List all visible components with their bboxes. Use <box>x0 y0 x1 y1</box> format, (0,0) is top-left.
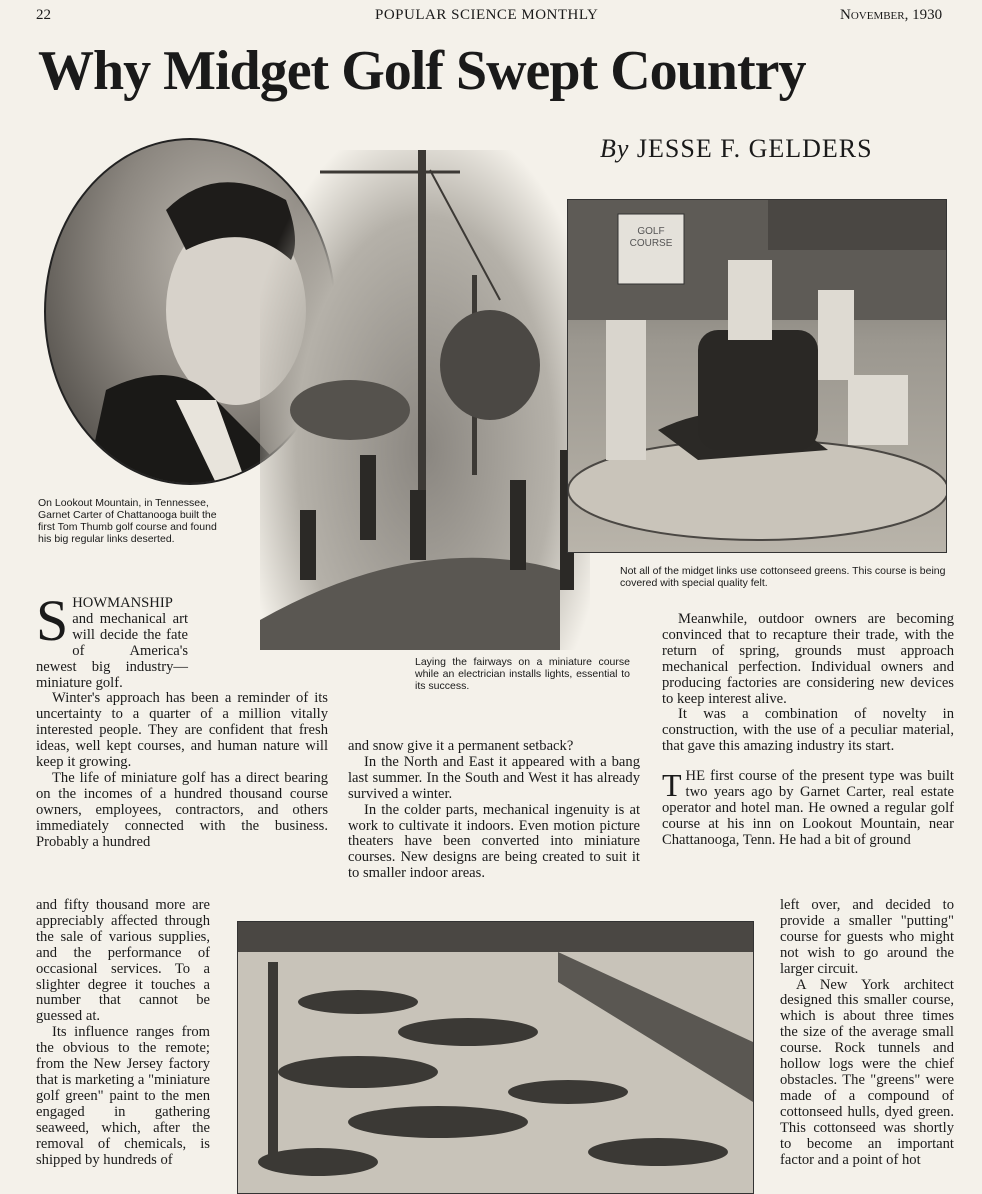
byline-prefix: By <box>600 134 630 163</box>
drop-cap: S <box>36 588 69 653</box>
paragraph-architect: A New York architect designed this smaller course, which is about three times the size of the average small course. Rock tunnels and hollow logs were the chief obstacles. The "greens" were made of a compound of cottonseed hulls, dyed green. This cottonseed was shortly to become an important factor and a point of hot <box>780 976 954 1168</box>
felt-scene <box>568 200 946 552</box>
byline <box>600 134 873 164</box>
paragraph-combination: It was a combination of novelty in construction, with the use of a peculiar material, that gave this amazing industry its start. <box>662 706 954 755</box>
paragraph-setback: and snow give it a permanent setback? <box>348 738 574 754</box>
paragraph-first-course-continued: left over, and decided to provide a smaller "putting" course for guests who might not wish to go around the larger circuit. <box>780 897 954 977</box>
first-course-text: HE first course of the present type was built two years ago by Garnet Carter, real estate operator and hotel man. He owned a regular golf course at his inn on Lookout Mountain, near Chattanooga, Tenn. He had a bit of ground <box>662 768 954 848</box>
article-column-left <box>36 588 328 851</box>
article-column-left-narrow <box>36 898 210 1168</box>
aerial-course-scene <box>238 922 753 1193</box>
portrait-caption: On Lookout Mountain, in Tennessee, Garnet Carter of Chattanooga built the first Tom Thumb golf course and found his big regular links deserted. <box>38 497 217 545</box>
paragraph-life: The life of miniature golf has a direct bearing on the incomes of a hundred thousand course owners, employees, contractors, and others immediately connected with the business. Probably a hundred <box>36 769 328 850</box>
paragraph-first-course <box>662 769 954 849</box>
page-number: 22 <box>36 7 51 23</box>
fairway-photo <box>260 150 590 650</box>
drop-cap-t: T <box>662 767 682 804</box>
fairway-scene <box>260 150 590 650</box>
article-column-right <box>662 612 954 849</box>
paragraph-north-east: In the North and East it appeared with a bang last summer. In the South and West it has already survived a winter. <box>348 753 640 802</box>
golf-course-sign: GOLF COURSE <box>629 226 673 249</box>
article-column-middle <box>348 739 640 882</box>
paragraph-influence: Its influence ranges from the obvious to the remote; from the New Jersey factory that is marketing a "miniature golf green" paint to the men engaged in gathering seaweed, which, after the removal of chemicals, is shipped by hundreds of <box>36 1024 210 1168</box>
paragraph-winter: Winter's approach has been a reminder of its uncertainty to a quarter of a million vitally interested people. They are confident that fresh ideas, well kept courses, and human nature will keep it growing. <box>36 690 328 771</box>
felt-caption: Not all of the midget links use cottonseed greens. This course is being covered with special quality felt. <box>620 565 946 589</box>
aerial-course-photo <box>237 921 754 1194</box>
issue-date: November, 1930 <box>840 7 943 23</box>
fairway-caption: Laying the fairways on a miniature course while an electrician installs lights, essential to its success. <box>415 656 630 692</box>
article-column-right-narrow <box>780 898 954 1168</box>
magazine-name: POPULAR SCIENCE MONTHLY <box>375 7 599 23</box>
paragraph-meanwhile: Meanwhile, outdoor owners are becoming convinced that to recapture their trade, with the return of spring, grounds must approach mechanical perfection. Individual owners and producing factories are considering new devices to keep interest alive. <box>662 611 954 707</box>
article-title: Why Midget Golf Swept Country <box>38 40 806 102</box>
intro-text: HOWMANSHIP and mechanical art will decide the fate of America's newest big industry—miniature golf. <box>36 595 188 691</box>
paragraph-colder-parts: In the colder parts, mechanical ingenuity is at work to cultivate it indoors. Even motion picture theaters have been converted into miniature courses. New designs are being created to suit it to smaller indoor areas. <box>348 801 640 882</box>
paragraph-life-continued: and fifty thousand more are appreciably affected through the sale of various supplies, and the performance of occasional services. To a slighter degree it touches a number that cannot be guessed at. <box>36 897 210 1025</box>
felt-photo <box>567 199 947 553</box>
article-intro <box>36 588 328 691</box>
byline-author: JESSE F. GELDERS <box>636 134 873 163</box>
